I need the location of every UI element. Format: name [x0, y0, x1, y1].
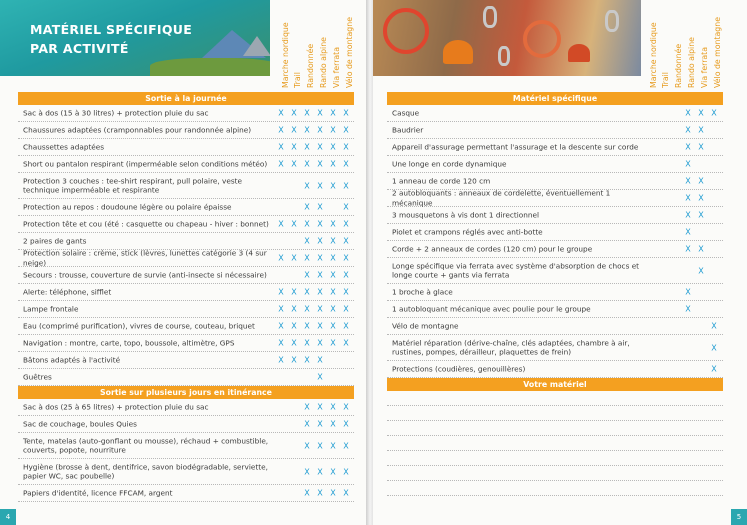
check-mark: X	[317, 355, 323, 365]
check-mark: X	[711, 364, 717, 374]
table-row	[387, 241, 723, 258]
check-mark: X	[304, 181, 310, 190]
check-mark: X	[343, 467, 349, 476]
blank-writing-line	[387, 421, 723, 436]
table-row	[387, 301, 723, 318]
table-row	[18, 301, 354, 318]
check-mark: X	[343, 402, 349, 412]
equipment-label: Corde + 2 anneaux de cordes (120 cm) pour le groupe	[392, 244, 593, 254]
check-mark: X	[343, 441, 349, 450]
equipment-label: Casque	[392, 108, 420, 118]
check-mark: X	[304, 304, 310, 314]
check-mark: X	[278, 321, 284, 331]
rope-icon	[523, 20, 561, 58]
column-header: Vélo de montagne	[345, 17, 354, 88]
section-header-day-trip: Sortie à la journée	[18, 92, 354, 105]
check-mark: X	[330, 304, 336, 314]
check-mark: X	[330, 321, 336, 331]
equipment-label: Papiers d'identité, licence FFCAM, argent	[23, 488, 173, 498]
equipment-label: Protections (coudières, genouillères)	[392, 364, 526, 374]
equipment-label: Alerte: téléphone, sifflet	[23, 287, 112, 297]
check-mark: X	[304, 441, 310, 450]
check-mark: X	[330, 142, 336, 152]
check-mark: X	[343, 159, 349, 169]
page-title-line2: PAR ACTIVITÉ	[30, 41, 129, 56]
table-row	[387, 335, 723, 361]
check-mark: X	[317, 488, 323, 498]
equipment-label: Sac de couchage, boules Quies	[23, 419, 137, 429]
equipment-label: Vélo de montagne	[392, 321, 459, 331]
table-row	[18, 267, 354, 284]
check-mark: X	[343, 419, 349, 429]
check-mark: X	[304, 236, 310, 246]
check-mark: X	[317, 372, 323, 382]
check-mark: X	[330, 159, 336, 169]
table-row	[18, 156, 354, 173]
equipment-label: 1 broche à glace	[392, 287, 453, 297]
table-row	[387, 173, 723, 190]
column-header: Trail	[661, 72, 670, 88]
check-mark: X	[304, 253, 310, 263]
equipment-table-right	[387, 92, 723, 496]
right-page	[373, 0, 747, 525]
check-mark: X	[278, 304, 284, 314]
header-photo-tent	[0, 0, 270, 76]
equipment-label: Piolet et crampons réglés avec anti-botte	[392, 227, 543, 237]
table-row	[18, 459, 354, 485]
check-mark: X	[330, 287, 336, 297]
check-mark: X	[317, 419, 323, 429]
column-header: Vélo de montagne	[713, 17, 722, 88]
check-mark: X	[330, 488, 336, 498]
check-mark: X	[343, 236, 349, 246]
check-mark: X	[330, 270, 336, 280]
equipment-label: Protection 3 couches : tee-shirt respirant, pull polaire, veste technique imperméable et respirante	[23, 176, 242, 195]
check-mark: X	[304, 159, 310, 169]
section-header-specific-gear: Matériel spécifique	[387, 92, 723, 105]
check-mark: X	[343, 202, 349, 212]
check-mark: X	[304, 321, 310, 331]
check-mark: X	[304, 338, 310, 348]
table-row	[387, 105, 723, 122]
check-mark: X	[343, 142, 349, 152]
helmet-icon	[443, 40, 473, 64]
check-mark: X	[317, 202, 323, 212]
rope-icon	[383, 8, 429, 54]
check-mark: X	[330, 402, 336, 412]
check-mark: X	[304, 488, 310, 498]
check-mark: X	[304, 219, 310, 229]
check-mark: X	[291, 253, 297, 263]
check-mark: X	[317, 304, 323, 314]
check-mark: X	[330, 219, 336, 229]
equipment-label: Bâtons adaptés à l'activité	[23, 355, 121, 365]
check-mark: X	[291, 355, 297, 365]
equipment-label: Baudrier	[392, 125, 424, 135]
check-mark: X	[685, 193, 691, 203]
check-mark: X	[291, 108, 297, 118]
equipment-label: Protection tête et cou (été : casquette ou chapeau - hiver : bonnet)	[23, 219, 269, 229]
check-mark: X	[330, 108, 336, 118]
column-header: Marche nordique	[649, 22, 658, 88]
page-title	[30, 20, 192, 58]
table-row	[387, 318, 723, 335]
blank-writing-line	[387, 436, 723, 451]
check-mark: X	[304, 355, 310, 365]
blank-writing-line	[387, 466, 723, 481]
table-row	[387, 207, 723, 224]
check-mark: X	[698, 176, 704, 186]
check-mark: X	[698, 108, 704, 118]
carabiner-icon	[498, 46, 510, 66]
check-mark: X	[343, 219, 349, 229]
check-mark: X	[685, 142, 691, 152]
check-mark: X	[317, 441, 323, 450]
check-mark: X	[278, 108, 284, 118]
equipment-label: Sac à dos (15 à 30 litres) + protection pluie du sac	[23, 108, 209, 118]
table-row	[18, 122, 354, 139]
check-mark: X	[278, 125, 284, 135]
column-header: Via ferrata	[332, 46, 341, 88]
check-mark: X	[317, 467, 323, 476]
equipment-label: Lampe frontale	[23, 304, 79, 314]
blank-writing-line	[387, 406, 723, 421]
check-mark: X	[330, 441, 336, 450]
table-row	[18, 433, 354, 459]
table-row	[387, 258, 723, 284]
check-mark: X	[278, 219, 284, 229]
left-page	[0, 0, 368, 525]
equipment-label: Hygiène (brosse à dent, dentifrice, savon biodégradable, serviette, papier WC, sac poubelle)	[23, 462, 268, 481]
table-row	[18, 416, 354, 433]
check-mark: X	[317, 142, 323, 152]
equipment-label: Chaussures adaptées (cramponnables pour randonnée alpine)	[23, 125, 252, 135]
equipment-label: Navigation : montre, carte, topo, boussole, altimètre, GPS	[23, 338, 235, 348]
check-mark: X	[343, 321, 349, 331]
check-mark: X	[317, 402, 323, 412]
check-mark: X	[291, 338, 297, 348]
equipment-label: Chaussettes adaptées	[23, 142, 105, 152]
check-mark: X	[304, 202, 310, 212]
grass-shape	[150, 58, 270, 76]
table-row	[18, 199, 354, 216]
check-mark: X	[317, 270, 323, 280]
check-mark: X	[317, 287, 323, 297]
equipment-label: Appareil d'assurage permettant l'assurage et la descente sur corde	[392, 142, 639, 152]
table-row	[18, 399, 354, 416]
check-mark: X	[291, 159, 297, 169]
column-header: Randonnée	[674, 43, 683, 88]
check-mark: X	[291, 125, 297, 135]
check-mark: X	[685, 227, 691, 237]
check-mark: X	[343, 181, 349, 190]
check-mark: X	[317, 236, 323, 246]
check-mark: X	[685, 159, 691, 169]
table-row	[18, 216, 354, 233]
check-mark: X	[698, 142, 704, 152]
check-mark: X	[304, 467, 310, 476]
table-row	[18, 105, 354, 122]
check-mark: X	[685, 287, 691, 297]
column-header: Rando alpine	[319, 37, 328, 88]
check-mark: X	[330, 236, 336, 246]
check-mark: X	[317, 338, 323, 348]
table-row	[387, 190, 723, 207]
helmet-icon	[568, 44, 590, 62]
check-mark: X	[304, 108, 310, 118]
table-row	[387, 224, 723, 241]
header-photo-climbing-gear	[373, 0, 641, 76]
table-row	[18, 173, 354, 199]
table-row	[18, 233, 354, 250]
equipment-label: 1 anneau de corde 120 cm	[392, 176, 491, 186]
check-mark: X	[698, 210, 704, 220]
check-mark: X	[685, 304, 691, 314]
check-mark: X	[317, 108, 323, 118]
check-mark: X	[330, 125, 336, 135]
check-mark: X	[343, 125, 349, 135]
column-header: Via ferrata	[700, 46, 709, 88]
table-row	[18, 139, 354, 156]
check-mark: X	[317, 125, 323, 135]
check-mark: X	[698, 125, 704, 135]
check-mark: X	[685, 210, 691, 220]
check-mark: X	[317, 219, 323, 229]
equipment-label: Matériel réparation (dérive-chaîne, clés adaptées, chambre à air, rustines, pompes, dérailleur, plaquettes de frein)	[392, 338, 630, 357]
table-row	[18, 250, 354, 267]
section-header-your-gear: Votre matériel	[387, 378, 723, 391]
column-header: Rando alpine	[687, 37, 696, 88]
check-mark: X	[330, 419, 336, 429]
check-mark: X	[343, 287, 349, 297]
column-header: Marche nordique	[281, 22, 290, 88]
equipment-table-left	[18, 92, 354, 502]
equipment-label: Sac à dos (25 à 65 litres) + protection pluie du sac	[23, 402, 209, 412]
check-mark: X	[343, 108, 349, 118]
check-mark: X	[711, 343, 717, 352]
check-mark: X	[685, 244, 691, 254]
carabiner-icon	[483, 6, 497, 28]
check-mark: X	[278, 338, 284, 348]
check-mark: X	[278, 159, 284, 169]
carabiner-icon	[605, 10, 619, 32]
table-row	[18, 284, 354, 301]
check-mark: X	[291, 287, 297, 297]
equipment-label: Short ou pantalon respirant (imperméable selon conditions météo)	[23, 159, 268, 169]
page-number: 5	[731, 509, 747, 525]
table-row	[18, 335, 354, 352]
table-row	[18, 485, 354, 502]
check-mark: X	[685, 108, 691, 118]
equipment-label: Tente, matelas (auto-gonflant ou mousse), réchaud + combustible, couverts, popote, nourriture	[23, 436, 269, 455]
check-mark: X	[317, 321, 323, 331]
equipment-label: Protection au repos : doudoune légère ou polaire épaisse	[23, 202, 232, 212]
equipment-label: 2 paires de gants	[23, 236, 87, 246]
check-mark: X	[291, 304, 297, 314]
check-mark: X	[291, 219, 297, 229]
check-mark: X	[317, 253, 323, 263]
page-number: 4	[0, 509, 16, 525]
check-mark: X	[304, 142, 310, 152]
check-mark: X	[304, 125, 310, 135]
equipment-label: Eau (comprimé purification), vivres de course, couteau, briquet	[23, 321, 255, 331]
check-mark: X	[291, 321, 297, 331]
equipment-label: 3 mousquetons à vis dont 1 directionnel	[392, 210, 540, 220]
check-mark: X	[343, 304, 349, 314]
check-mark: X	[304, 270, 310, 280]
check-mark: X	[711, 108, 717, 118]
check-mark: X	[304, 402, 310, 412]
check-mark: X	[278, 355, 284, 365]
page-title-line1: MATÉRIEL SPÉCIFIQUE	[30, 22, 193, 37]
check-mark: X	[278, 253, 284, 263]
tent-small-icon	[243, 36, 270, 56]
blank-writing-line	[387, 451, 723, 466]
equipment-label: 1 autobloquant mécanique avec poulie pour le groupe	[392, 304, 591, 314]
check-mark: X	[317, 181, 323, 190]
equipment-label: Une longe en corde dynamique	[392, 159, 507, 169]
column-header: Trail	[293, 72, 302, 88]
equipment-label: Longe spécifique via ferrata avec système d'absorption de chocs et longe courte + gants via ferrata	[392, 261, 640, 280]
table-row	[18, 352, 354, 369]
check-mark: X	[304, 287, 310, 297]
check-mark: X	[685, 176, 691, 186]
table-row	[18, 318, 354, 335]
check-mark: X	[291, 142, 297, 152]
check-mark: X	[330, 338, 336, 348]
equipment-label: 2 autobloquants : anneaux de cordelette, éventuellement 1 mécanique	[392, 188, 611, 207]
section-header-multi-day: Sortie sur plusieurs jours en itinérance	[18, 386, 354, 399]
check-mark: X	[343, 270, 349, 280]
table-row	[387, 361, 723, 378]
equipment-label: Protection solaire : crème, stick (lèvres, lunettes catégorie 3 (4 sur neige)	[23, 248, 267, 267]
blank-writing-line	[387, 391, 723, 406]
check-mark: X	[317, 159, 323, 169]
check-mark: X	[698, 244, 704, 254]
column-header: Randonnée	[306, 43, 315, 88]
check-mark: X	[685, 125, 691, 135]
table-row	[18, 369, 354, 386]
table-row	[387, 122, 723, 139]
check-mark: X	[330, 467, 336, 476]
table-row	[387, 139, 723, 156]
check-mark: X	[343, 338, 349, 348]
equipment-label: Secours : trousse, couverture de survie (anti-insecte si nécessaire)	[23, 270, 267, 280]
check-mark: X	[304, 419, 310, 429]
table-row	[387, 284, 723, 301]
check-mark: X	[711, 321, 717, 331]
check-mark: X	[330, 253, 336, 263]
blank-writing-line	[387, 481, 723, 496]
check-mark: X	[698, 266, 704, 275]
table-row	[387, 156, 723, 173]
check-mark: X	[278, 142, 284, 152]
equipment-label: Guêtres	[23, 372, 52, 382]
check-mark: X	[278, 287, 284, 297]
check-mark: X	[343, 488, 349, 498]
check-mark: X	[698, 193, 704, 203]
check-mark: X	[330, 181, 336, 190]
check-mark: X	[343, 253, 349, 263]
